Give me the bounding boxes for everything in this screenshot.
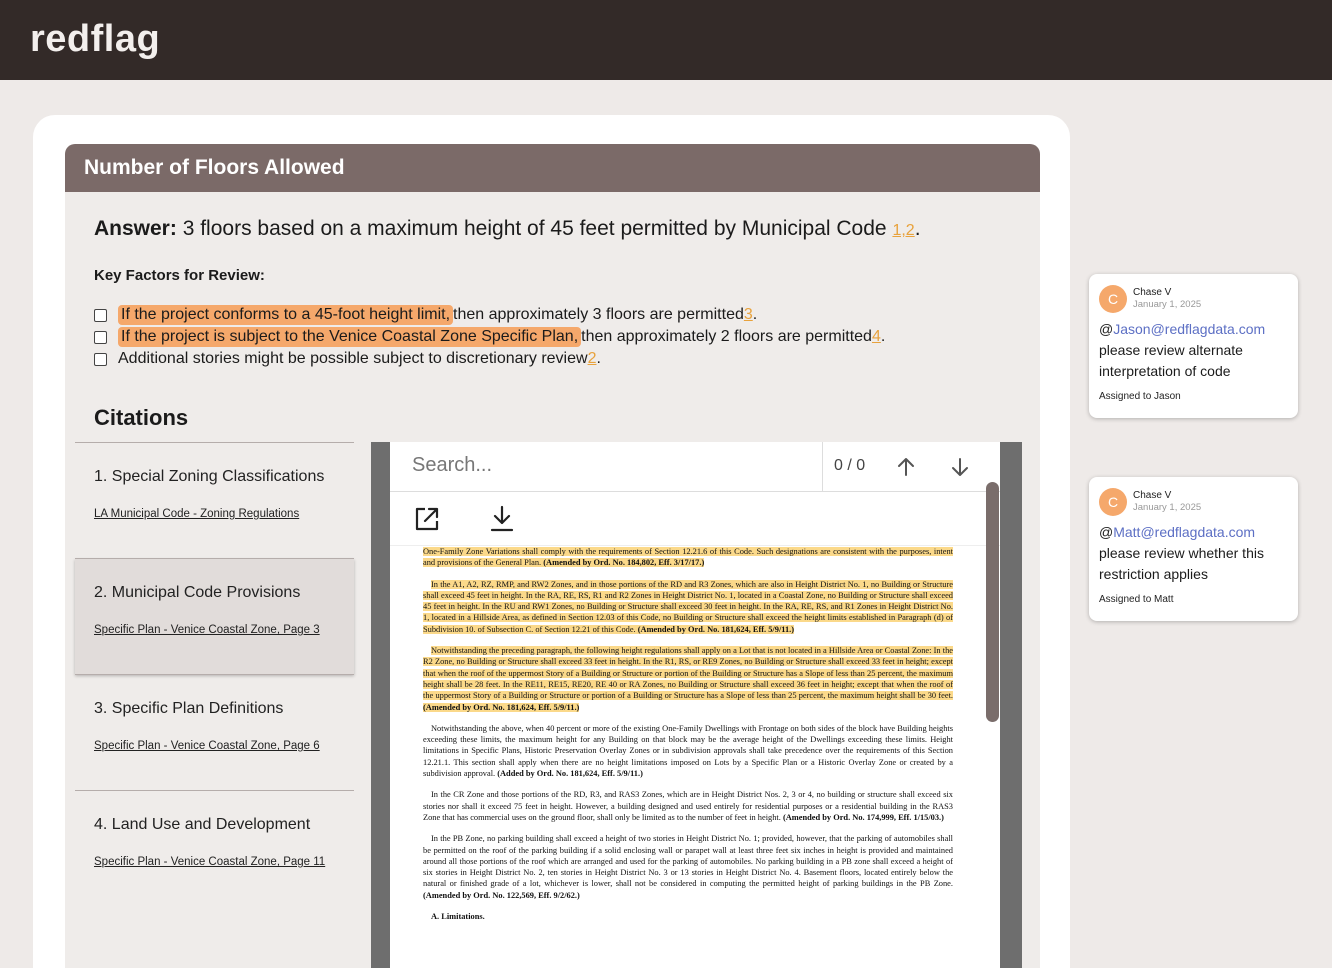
doc-amendment: (Amended by Ord. No. 174,999, Eff. 1/15/03.) [782,812,944,822]
doc-paragraph-text: In the PB Zone, no parking building shall exceed a height of two stories in Height District No. 1; provided, however, that the parking of automobiles shall be permitted on the roof of the parking building if a solid enclosing wall or parapet wall at least three feet six inches in height is provided and maintained around all those portions of the roof which are arranged and used for the parking of automobiles. No parking building in a PB zone shall exceed a height of six stories in Height District No. 2, ten stories in Height District No. 3 or 13 stories in Height District No. 4. Basement floors, located entirely below the natural or finished grade of a lot, whichever is lower, shall not be considered in computing the permitted height of parking buildings in the PB Zone. [423,834,953,889]
doc-amendment: (Amended by Ord. No. 181,624, Eff. 5/9/11.) [637,624,795,634]
citation-source-link[interactable]: Specific Plan - Venice Coastal Zone, Page 3 [94,624,320,636]
comment-mention[interactable]: Matt@redflagdata.com [1113,524,1256,540]
key-factor-item [94,349,601,369]
doc-paragraph-text: In the A1, A2, RZ, RMP, and RW2 Zones, and in those portions of the RD and R3 Zones, which are also in Height District No. 1, no Building or Structure shall exceed 45 feet in height. In the RA, RE, RS, R1 and R2 Zones in Height District No. 1, located in a Coastal Zone, no Building or Structure shall exceed 45 feet in height. In the RU and RW1 Zones, no Building or Structure shall exceed 30 feet in height. In the RA, RE, RS, and R1 Zones in Height District No. 1, located in a Hillside Area, as defined in Section 12.03 of this Code, no Building or Structure shall exceed the height limits established in Paragraph (d) of Subdivision 10. of Subsection C. of Section 12.21 of this Code. [423,579,953,634]
doc-paragraph-text: Notwithstanding the above, when 40 percent or more of the existing One-Family Dwellings with Frontage on both sides of the block have Building heights exceeding these limits, the maximum height for any Building on that block may be the average height of the Dwellings exceeding these limits. Height limitations in Specific Plans, Historic Preservation Overlay Zones or in subdivision approvals shall take precedence over the requirements of this Section 12.21.1. This section shall apply when there are no height limitations imposed on Lots by a Specific Plan or a Historic Overlay Zone or created by a subdivision approval. [423,723,953,779]
comment-assignee: Assigned to Matt [1099,594,1174,605]
comment-card[interactable] [1089,477,1298,621]
search-divider [822,442,823,492]
doc-paragraph-text: Notwithstanding the preceding paragraph, the following height regulations shall apply on a Lot that is not located in a Hillside Area or Coastal Zone: In the R2 Zone, no Building or Structure shall exceed 33 feet in height. In the R1, RS, or RE9 Zones, no Building or Structure shall exceed 33 feet in height; except that when the roof of the uppermost Story of a Building or Structure or portion of the Building or Structure has a Slope of less than 25 percent, the maximum height shall be 28 feet. In the RE11, RE15, RE20, RE 40 or RA Zones, no Building or Structure shall exceed 36 feet in height; except that when the roof of the uppermost Story of a Building or Structure or portion of a Building or Structure has a Slope of less than 25 percent, the maximum height shall be 30 feet. [423,646,953,701]
avatar: C [1099,488,1127,516]
doc-paragraph [423,789,953,823]
comment-body: @Jason@redflagdata.com please review alternate interpretation of code [1099,321,1266,379]
key-factor-item [94,327,885,347]
key-factor-item [94,305,757,325]
factor-text: Additional stories might be possible subject to discretionary review [118,350,588,367]
answer-label: Answer: [94,217,177,240]
citation-name: 2. Municipal Code Provisions [94,584,301,601]
pdf-viewer [371,442,1022,968]
doc-paragraph-text: In the CR Zone and those portions of the RD, R3, and RAS3 Zones, which are in Height District Nos. 2, 3 or 4, no building or structure shall exceed six stories nor shall it exceed 75 feet in height. However, a building designed and used entirely for residential purposes or a residential building in the RAS3 Zone that has commercial uses on the ground floor, shall only be limited as to the number of feet in height. [423,790,953,822]
app-logo[interactable]: redflag [30,18,161,60]
answer-citation-link[interactable]: 1,2 [892,222,915,239]
factor-period: . [752,306,758,323]
key-factors-title: Key Factors for Review: [94,267,265,284]
arrow-up-icon[interactable] [895,456,917,478]
answer-period: . [914,217,921,240]
factor-citation-link[interactable]: 4 [871,328,881,345]
citation-item[interactable] [75,442,354,558]
citation-name: 4. Land Use and Development [94,816,311,833]
comment-text: please review alternate interpretation of code [1099,342,1243,379]
citation-source-link[interactable]: Specific Plan - Venice Coastal Zone, Page 6 [94,740,320,752]
doc-amendment: (Amended by Ord. No. 184,802, Eff. 3/17/17.) [543,558,705,568]
doc-paragraph-text: One-Family Zone Variations shall comply with the requirements of Section 12.21.6 of this Code. Such designations are consistent with the purposes, intent and provisions of the General Plan. [423,547,953,568]
doc-amendment: (Amended by Ord. No. 181,624, Eff. 5/9/11.) [423,702,580,712]
top-bar [0,0,1332,80]
comment-date: January 1, 2025 [1133,299,1202,310]
comment-assignee: Assigned to Jason [1099,391,1181,402]
section-header [65,144,1040,192]
comment-author: Chase V [1133,490,1172,501]
factor-text: then approximately 2 floors are permitted [581,328,872,345]
arrow-down-icon[interactable] [949,456,971,478]
answer-line [94,217,921,241]
pdf-search-bar [390,442,1000,492]
doc-paragraph [423,833,953,901]
factor-period: . [880,328,886,345]
open-external-icon[interactable] [412,504,442,534]
doc-paragraph [423,546,953,569]
citation-item[interactable] [75,558,354,674]
citation-name: 1. Special Zoning Classifications [94,468,325,485]
doc-paragraph [423,723,953,779]
pdf-page-content [423,546,953,968]
citation-item[interactable] [75,790,354,906]
pdf-toolbar [390,492,1000,546]
citation-item[interactable] [75,674,354,790]
factor-checkbox[interactable] [94,309,107,322]
factor-checkbox[interactable] [94,331,107,344]
pdf-viewer-panel [390,442,1000,968]
comment-card[interactable] [1089,274,1298,418]
comment-date: January 1, 2025 [1133,502,1202,513]
citation-source-link[interactable]: Specific Plan - Venice Coastal Zone, Page 11 [94,856,326,868]
pdf-scrollbar[interactable] [986,482,999,722]
comment-text: please review whether this restriction applies [1099,545,1264,582]
doc-paragraph [423,645,953,713]
citation-name: 3. Specific Plan Definitions [94,700,284,717]
section-title: Number of Floors Allowed [84,156,345,179]
search-match-count: 0 / 0 [834,457,866,474]
section-body [65,192,1040,968]
doc-amendment: (Added by Ord. No. 181,624, Eff. 5/9/11.) [497,769,643,779]
download-icon[interactable] [487,504,517,534]
comment-mention[interactable]: Jason@redflagdata.com [1113,321,1266,337]
avatar: C [1099,285,1127,313]
factor-citation-link[interactable]: 3 [743,306,753,323]
answer-text: 3 floors based on a maximum height of 45 feet permitted by Municipal Code [182,217,887,240]
factor-text: then approximately 3 floors are permitted [453,306,744,323]
factor-highlight: If the project conforms to a 45-foot height limit, [118,305,453,325]
doc-paragraph [423,579,953,635]
doc-heading: A. Limitations. [431,912,485,922]
doc-amendment: (Amended by Ord. No. 122,569, Eff. 9/2/62.) [423,890,580,900]
comment-body: @Matt@redflagdata.com please review whether this restriction applies [1099,524,1264,582]
factor-period: . [596,350,601,367]
main-card [33,115,1070,968]
citations-title: Citations [94,405,189,430]
citation-source-link[interactable]: LA Municipal Code - Zoning Regulations [94,508,300,520]
factor-citation-link[interactable]: 2 [587,350,597,367]
factor-checkbox[interactable] [94,353,107,366]
pdf-search-input[interactable]: Search... [412,454,493,476]
factor-highlight: If the project is subject to the Venice Coastal Zone Specific Plan, [118,327,581,347]
comment-author: Chase V [1133,287,1172,298]
